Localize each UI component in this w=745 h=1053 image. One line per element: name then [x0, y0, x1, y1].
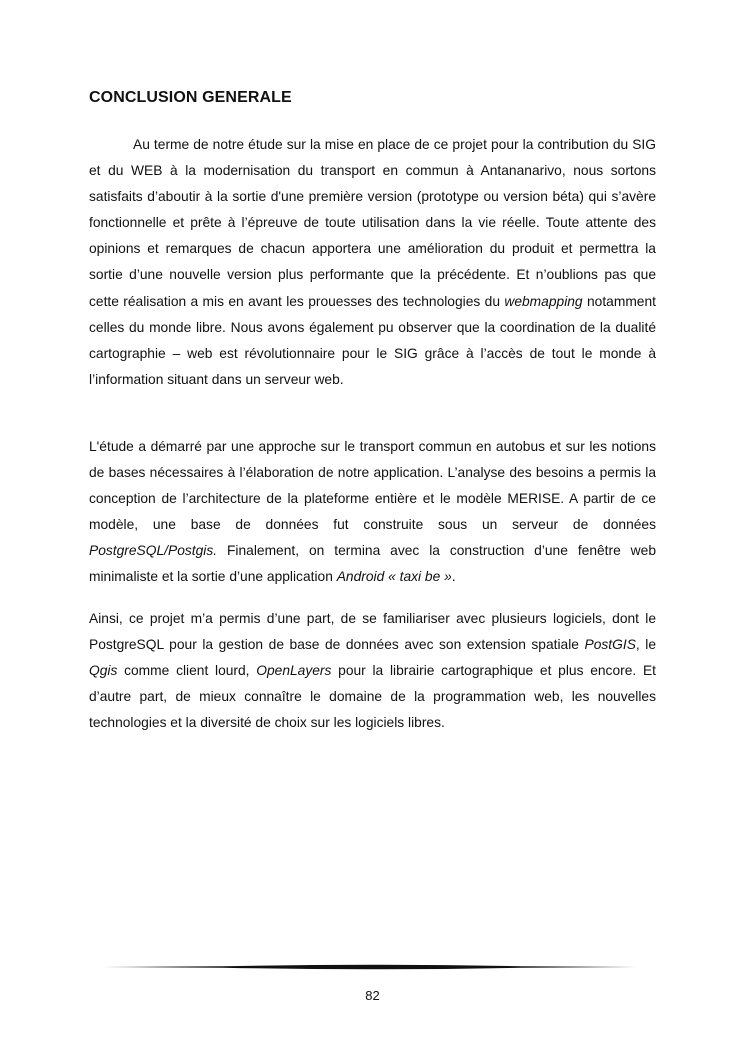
paragraph-3-text-a: Ainsi, ce projet m’a permis d’une part, de se familiariser avec plusieurs logiciels, dont le PostgreSQL pour la gestion de base de données avec son extension spatiale [89, 611, 656, 653]
paragraph-1-text-b: notamment celles du monde libre. Nous avons également pu observer que la coordination de la dualité cartographie – web est révolutionnaire pour le SIG grâce à l’accès de tout le monde à l’information situant dans un serveur web. [89, 293, 656, 387]
paragraph-2-text-b: Finalement, on termina avec la construction d’une fenêtre web minimaliste et la sortie d’une application [89, 543, 656, 585]
paragraph-3-text-b: , le [635, 637, 657, 653]
paragraph-1-text-a: Au terme de notre étude sur la mise en place de ce projet pour la contribution du SIG et du WEB à la modernisation du transport en commun à Antananarivo, nous sortons satisfaits d’aboutir à la sortie d'une première version (prototype ou version béta) qui s’avère fonctionnelle et prête à l’épreuve de toute utilisation dans la vie réelle. Toute attente des opinions et remarques de chacun apportera une amélioration du produit et permettra la sortie d’une nouvelle version plus performante que la précédente. Et n’oublions pas que cette réalisation a mis en avant les prouesses des technologies du [89, 137, 656, 309]
footer-divider [103, 962, 641, 972]
paragraph-2-text-a: L'étude a démarré par une approche sur le transport commun en autobus et sur les notions de bases nécessaires à l’élaboration de notre application. L’analyse des besoins a permis la conception de l’architecture de la plateforme entière et le modèle MERISE. A partir de ce modèle, une base de données fut construite sous un serveur de données [89, 439, 656, 533]
section-title: CONCLUSION GENERALE [89, 89, 292, 106]
paragraph-3-italic-openlayers: OpenLayers [256, 663, 332, 679]
paragraph-2-italic-postgresql: PostgreSQL/Postgis. [89, 543, 218, 559]
paragraph-2 [89, 434, 656, 591]
paragraph-1-italic-webmapping: webmapping [504, 293, 583, 309]
paragraph-3-italic-qgis: Qgis [89, 663, 118, 679]
paragraph-2-text-c: . [451, 569, 456, 585]
paragraph-3 [89, 606, 656, 736]
paragraph-2-italic-android: Android « taxi be » [336, 569, 452, 585]
paragraph-1 [89, 132, 656, 393]
page-number: 82 [365, 988, 380, 1003]
paragraph-3-text-d: pour la librairie cartographique et plus encore. Et d’autre part, de mieux connaître le domaine de la programmation web, les nouvelles technologies et la diversité de choix sur les logiciels libres. [89, 663, 656, 731]
paragraph-3-text-c: comme client lourd, [117, 663, 257, 679]
paragraph-3-italic-postgis: PostGIS [584, 637, 636, 653]
